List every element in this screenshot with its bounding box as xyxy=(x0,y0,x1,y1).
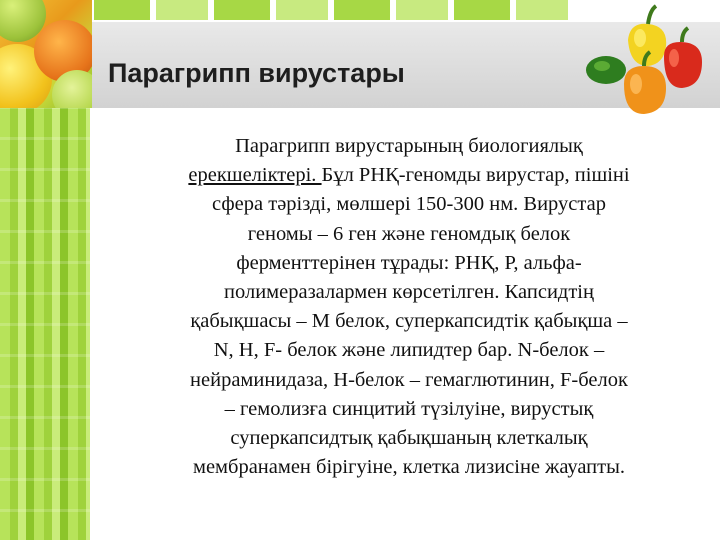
body-line: қабықшасы – М белок, суперкапсидтік қабықша – xyxy=(190,310,628,333)
red-pepper-shape xyxy=(664,28,702,88)
body-line: сфера тәрізді, мөлшері 150-300 нм. Вирустар xyxy=(212,193,606,216)
top-tile xyxy=(454,0,510,20)
body-line: – гемолизға синцитий түзілуіне, вирустық xyxy=(224,397,594,420)
top-tile xyxy=(214,0,270,20)
body-line: мембранамен бірігуіне, клетка лизисіне жауапты. xyxy=(192,456,626,479)
body-line: суперкапсидтық қабықшаның клеткалық xyxy=(230,427,588,450)
body-line: ферменттерінен тұрады: РНҚ, Р, альфа- xyxy=(236,251,582,274)
fruit-photo xyxy=(0,0,92,108)
body-line xyxy=(140,161,678,190)
slide-title: Парагрипп вирустары xyxy=(108,58,405,88)
top-tile xyxy=(94,0,150,20)
underlined-term: ерекшеліктері. xyxy=(188,164,322,187)
top-tile xyxy=(156,0,208,20)
body-line: нейраминидаза, H-белок – гемаглютинин, F-белок xyxy=(190,368,628,391)
body-line: Парагрипп вирустарының биологиялық xyxy=(235,135,583,157)
body-line: геномы – 6 ген және геномдық белок xyxy=(247,222,571,245)
body-line: N, H, F- белок және липидтер бар. N-белок – xyxy=(213,339,605,362)
body-line-rest: Бұл РНҚ-геномды вирустар, пішіні xyxy=(321,164,630,187)
green-pepper-shape xyxy=(586,56,626,84)
left-divider xyxy=(90,108,94,540)
body-line: полимеразалармен көрсетілген. Капсидтің xyxy=(224,281,594,304)
top-tile xyxy=(516,0,568,20)
peppers-image xyxy=(578,0,720,125)
top-tile xyxy=(396,0,448,20)
top-tile xyxy=(334,0,390,20)
orange-pepper-shape xyxy=(624,52,666,114)
top-tile xyxy=(276,0,328,20)
body-text xyxy=(140,132,678,482)
